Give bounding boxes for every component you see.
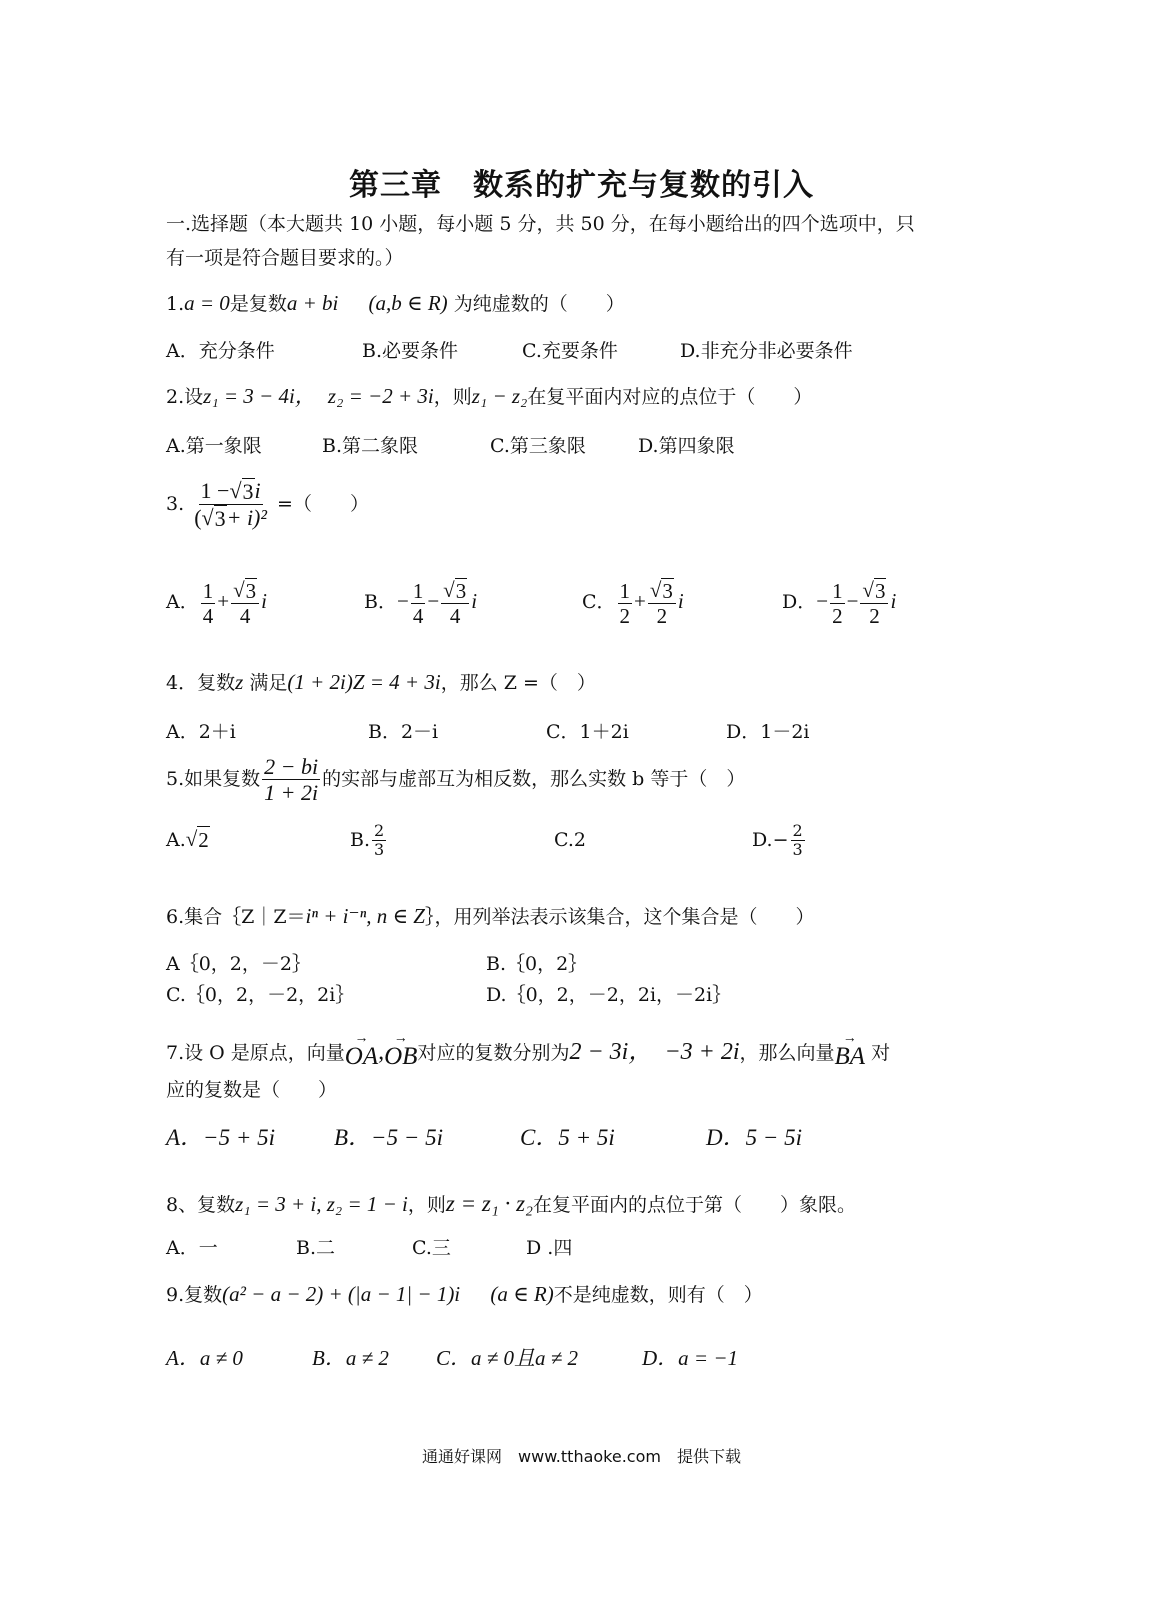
page-title: 第三章 数系的扩充与复数的引入 <box>349 168 814 203</box>
q6-options-row2 <box>166 983 731 1007</box>
q1-options <box>166 339 853 363</box>
q3-fraction: 1 − √ 3 i ( √ 3 + i)² <box>194 478 267 532</box>
q4-text-end: ，那么 Z =（ ） <box>440 672 596 694</box>
question-6 <box>166 904 814 929</box>
q9-number: 9.复数 <box>166 1284 223 1306</box>
q1-option-d[interactable]: D.非充分非必要条件 <box>680 340 853 362</box>
q5-options <box>166 822 807 860</box>
q2-option-d[interactable]: D.第四象限 <box>638 435 735 457</box>
question-7: 7.设 O 是原点，向量 → OA , → OB 对应的复数分别为2 − 3i， −3 + 2i，那么向量 → BA 对 <box>166 1031 891 1070</box>
q7-text: 对应的复数分别为 <box>417 1042 570 1064</box>
q5-number: 5.如果复数 <box>166 767 261 790</box>
question-1 <box>166 291 625 316</box>
q2-option-c[interactable]: C.第三象限 <box>490 435 586 457</box>
q6-option-d[interactable]: D.｛0，2，－2，2i，－2i｝ <box>486 984 732 1006</box>
q2-text: ，则 <box>433 386 472 408</box>
q9-option-a[interactable]: A．a ≠ 0 <box>166 1346 243 1370</box>
q7-number: 7.设 O 是原点，向量 <box>166 1042 345 1064</box>
q9-expression: (a² − a − 2) + (|a − 1| − 1)i <box>222 1282 461 1306</box>
question-2 <box>166 384 812 409</box>
question-9 <box>166 1282 763 1307</box>
q7-text-2: ，那么向量 <box>739 1042 835 1064</box>
question-5 <box>166 754 745 806</box>
section-instructions-line2: 有一项是符合题目要求的。） <box>166 247 404 269</box>
q6-options-row1 <box>166 952 587 976</box>
q8-option-d[interactable]: D .四 <box>526 1237 573 1259</box>
q2-z1: z₁ = 3 − 4i， <box>203 384 316 408</box>
q4-number: 4．复数 <box>166 672 236 694</box>
q6-option-c[interactable]: C.｛0，2，－2，2i｝ <box>166 984 355 1006</box>
q1-option-b[interactable]: B.必要条件 <box>362 340 459 362</box>
q4-option-c[interactable]: C．1＋2i <box>546 721 629 743</box>
q7-complex-2: −3 + 2i <box>664 1039 740 1065</box>
q5-option-a[interactable]: A. √ 2 <box>166 826 209 852</box>
q2-option-b[interactable]: B.第二象限 <box>322 435 419 457</box>
q1-number: 1. <box>166 293 185 315</box>
q2-text-end: 在复平面内对应的点位于（ ） <box>527 386 813 408</box>
q7-line2: 应的复数是（ ） <box>166 1079 338 1101</box>
q7-text-end: 对 <box>871 1042 891 1064</box>
q8-options <box>166 1236 572 1260</box>
section-instructions-line1: 一.选择题（本大题共 10 小题，每小题 5 分，共 50 分，在每小题给出的四个选项中，只 <box>166 213 915 235</box>
q2-number: 2.设 <box>166 386 204 408</box>
q3-options <box>166 578 896 628</box>
vector-oa: → OA <box>344 1031 379 1070</box>
q5-fraction: $\frac{2 - bi}{1 + 2i}$ <box>264 754 319 806</box>
q8-text-end: 在复平面内的点位于第（ ）象限。 <box>533 1194 857 1216</box>
q9-options <box>166 1346 738 1370</box>
q4-options <box>166 720 810 744</box>
q7-option-b[interactable]: B．−5 − 5i <box>334 1125 443 1150</box>
q6-text-end: ｝，用列举法表示该集合，这个集合是（ ） <box>424 906 815 928</box>
q1-condition: a = 0 <box>184 291 230 315</box>
q8-text: ，则 <box>407 1194 446 1216</box>
q4-text: 满足 <box>249 672 288 694</box>
q5-option-d[interactable]: D.− $\frac{2}{3}$ <box>752 821 803 860</box>
q6-option-a[interactable]: A｛0，2，－2｝ <box>166 953 311 975</box>
q3-option-a[interactable]: A． $\frac{1}{4}$ + √ 3 4 i <box>166 578 267 629</box>
q8-number: 8、复数 <box>166 1194 236 1216</box>
q4-option-d[interactable]: D．1－2i <box>726 721 810 743</box>
q1-domain: (a,b ∈ R) <box>368 291 448 315</box>
q1-option-c[interactable]: C.充要条件 <box>522 340 618 362</box>
q8-option-b[interactable]: B.二 <box>296 1237 336 1259</box>
q3-option-d[interactable]: D．− $\frac{1}{2}$ − √ 3 2 i <box>782 578 897 629</box>
q9-domain: (a ∈ R) <box>490 1282 554 1306</box>
page-footer: 通通好课网 www.tthaoke.com 提供下载 <box>422 1447 741 1466</box>
q7-option-d[interactable]: D．5 − 5i <box>706 1125 803 1150</box>
q7-complex-1: 2 − 3i， <box>569 1039 653 1065</box>
q6-expression: iⁿ + i⁻ⁿ, n ∈ Z <box>305 904 425 928</box>
q6-number: 6.集合｛Z｜Z＝ <box>166 906 306 928</box>
q4-option-a[interactable]: A．2＋i <box>166 721 236 743</box>
q9-option-d[interactable]: D．a = −1 <box>642 1346 739 1370</box>
q3-option-c[interactable]: C． $\frac{1}{2}$ + √ 3 2 i <box>582 578 684 629</box>
q2-option-a[interactable]: A.第一象限 <box>166 435 262 457</box>
q1-text: 是复数 <box>229 293 287 315</box>
q1-expression: a + bi <box>286 291 339 315</box>
q1-option-a[interactable]: A．充分条件 <box>166 340 275 362</box>
q3-number: 3. <box>166 492 185 515</box>
q9-text-end: 不是纯虚数，则有（ ） <box>553 1284 763 1306</box>
q8-option-a[interactable]: A．一 <box>166 1237 218 1259</box>
q7-option-c[interactable]: C．5 + 5i <box>520 1125 615 1150</box>
question-3 <box>166 478 369 532</box>
q2-options <box>166 434 735 458</box>
q9-option-b[interactable]: B．a ≠ 2 <box>312 1346 389 1370</box>
q5-option-c[interactable]: C.2 <box>554 828 586 851</box>
q8-expression: z₁ = 3 + i, z₂ = 1 − i <box>235 1192 408 1216</box>
vector-ba: → BA <box>834 1031 866 1070</box>
vector-ob: → OB <box>384 1031 418 1070</box>
q2-z2: z₂ = −2 + 3i <box>327 384 434 408</box>
q8-option-c[interactable]: C.三 <box>412 1237 451 1259</box>
q5-option-b[interactable]: B. $\frac{2}{3}$ <box>350 821 385 860</box>
q4-variable: z <box>235 670 244 694</box>
q2-difference: z₁ − z₂ <box>471 384 528 408</box>
q3-option-b[interactable]: B．− $\frac{1}{4}$ − √ 3 4 i <box>364 578 478 629</box>
q5-text-end: 的实部与虚部互为相反数，那么实数 b 等于（ ） <box>322 767 746 790</box>
q4-option-b[interactable]: B．2－i <box>368 721 439 743</box>
q7-options <box>166 1124 802 1152</box>
q7-option-a[interactable]: A．−5 + 5i <box>166 1125 275 1150</box>
q8-product: z = z₁ · z₂ <box>445 1191 534 1216</box>
q9-option-c[interactable]: C．a ≠ 0且a ≠ 2 <box>436 1346 579 1370</box>
q4-equation: (1 + 2i)Z = 4 + 3i <box>287 670 441 694</box>
q1-text-end: 为纯虚数的（ ） <box>453 293 625 315</box>
q6-option-b[interactable]: B.｛0，2｝ <box>486 953 588 975</box>
question-4 <box>166 670 596 695</box>
q3-text-end: =（ ） <box>277 492 369 515</box>
question-8 <box>166 1192 856 1217</box>
